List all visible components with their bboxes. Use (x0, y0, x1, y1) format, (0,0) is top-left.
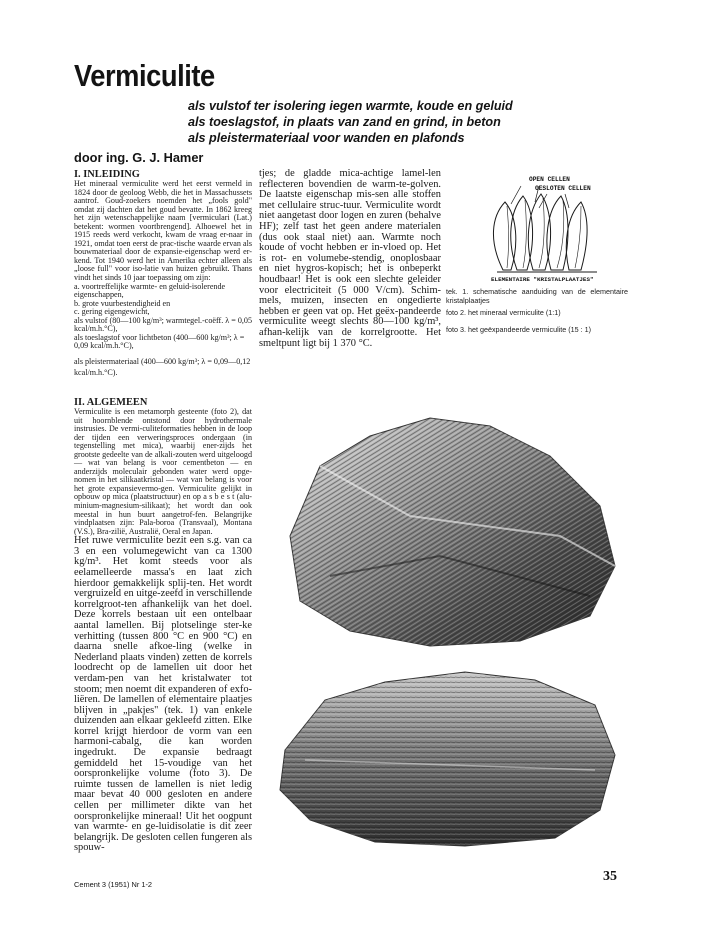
article-author: door ing. G. J. Hamer (74, 150, 204, 165)
schematic-figure (477, 172, 623, 284)
middle-column (259, 169, 441, 349)
journal-footer: Cement 3 (1951) Nr 1-2 (74, 880, 153, 889)
intro-paragraph: Het mineraal vermiculite werd het eerst vermeld in 1824 door de geoloog Webb, die het in Massachussets aantrof. Goud-zoekers noemden het „fools gold" omdat zij dachten dat het goud bevatte. In 1862 kreeg het zijn wetenschappelijke naam [vermiculari (Lat.) betekent: wormen voortbrengend]. Alhoewel het in 1915 reeds werd verkocht, kwam de vraag er-naar in 1921, omdat toen eerst de prac-tische waarde ervan als bouwmateriaal door de expansie-eigenschap werd er-kend. Tot 1940 werd het in Amerika echter alleen als „loose full" voor iso-latie van huizen gebruikt. Thans vindt het sinds 10 jaar toepassing om zijn: (74, 179, 252, 283)
closed-cells-label: GESLOTEN CELLEN (535, 185, 591, 192)
plate-shape (493, 202, 515, 270)
general-paragraph-small: Vermiculite is een metamorph gesteente (foto 2), dat uit hoornblende ontstond door hydrothermale instrusies. De vermi-culiteformaties hebben in de loop der tijden een verweringsproces ondergaan (in tegenstelling met mica), waarbij ener-zijds het grootste gedeelte van de alkali-zouten werd uitgeloogd — wat van belang is voor cementbeton — en anderzijds moleculair gebonden water werd opge-nomen in het silikaatkristal — wat van belang is voor het grote expansievermo-gen. Vermiculite gelijkt in opbouw op mica (plaatstructuur) en op a s b e s t (alu-minium-magnesium-silikaat); het wordt dan ook meestal in hun buurt aangetrof-fen. Belangrijke vindplaatsen zijn: Pala-boroa (Transvaal), Montana (V.S.), Bra-zilië, Australië, Oeral en Japan. (74, 407, 252, 536)
page-number: 35 (603, 869, 617, 884)
intro-list-item: a. voortreffelijke warmte- en geluid-isolerende eigenschappen, (74, 281, 226, 300)
intro-plaster: als pleistermateriaal (400—600 kg/m³; λ = 0,09—0,12 kcal/m.h.°C). (74, 356, 251, 377)
caption-foto3: foto 3. het geëxpandeerde vermiculite (15 : 1) (446, 325, 592, 334)
general-paragraph: Het ruwe vermiculite bezit een s.g. van ca 3 en een volumegewicht van ca 1300 kg/m³. Het komt steeds voor als eelamelleerde massa's en laat zich hierdoor gemakkelijk splij-ten. Het wordt vergruizeld en uitge-zeefd in verschillende korrelgroot-ten afhankelijk van het doel. Deze korrels bestaan uit een ontelbaar aantal lamellen. Bij plotselinge ster-ke verhitting (tussen 800 °C en 900 °C) en daarna snelle afkoe-ling (welke in Nederland plaats vinden) zetten de korrels loodrecht op de lamellen uit door het verdam-pen van het kristalwater tot stoom; men noemt dit expanderen of exfo-liëren. De lamellen of elementaire plaatjes blijven in „pakjes" (tek. 1) van enkele duizenden aan elkaar gekleefd zitten. Elke korrel krijgt hierdoor de vorm van een harmoni-cabalg, die kan worden ingedrukt. De expansie bedraagt gemiddeld het 15-voudige van het oorspronkelijke volume (foto 3). De ruimte tussen de lamellen is niet ledig maar bevat 40 000 gesloten en andere cellen per millimeter dikte van het oorspronkelijke mineraal! Uit het oogpunt van warmte- en ge-luidisolatie is dit zeer belangrijk. De gesloten cellen fungeren als spouw- (74, 535, 252, 854)
subtitle-line-1: als vulstof ter isolering iegen warmte, koude en geluid (188, 99, 513, 113)
left-column-general (74, 397, 252, 854)
intro-list (74, 283, 252, 351)
caption-tek1: tek. 1. schematische aanduiding van de elementaire kristalplaatjes (446, 287, 628, 305)
expanded-mineral-image (265, 660, 625, 850)
intro-list-item: als vulstof (80—100 kg/m³; warmtegel.-coëff. λ = 0,05 kcal/m.h.°C), (74, 315, 253, 334)
elementary-plates-label: ELEMENTAIRE "KRISTALPLAATJES" (491, 276, 594, 283)
crystal-plates-diagram (477, 172, 623, 284)
article-title: Vermiculite (74, 58, 215, 93)
photo-expanded-vermiculite (265, 660, 625, 850)
section-heading-intro: I. INLEIDING (74, 169, 140, 180)
caption-foto2: foto 2. het mineraal vermiculite (1:1) (446, 308, 561, 317)
intro-list-item: c. gering eigengewicht, (74, 307, 150, 317)
intro-list-item: als toeslagstof voor lichtbeton (400—600 kg/m³; λ = 0,09 kcal/m.h.°C), (74, 332, 245, 351)
photo-raw-vermiculite (260, 396, 630, 652)
subtitle-line-3: als pleistermateriaal voor wanden en plafonds (188, 131, 465, 145)
intro-list-item: b. grote vuurbestendigheid en (74, 298, 171, 308)
plate-shape (511, 196, 533, 270)
raw-mineral-image (260, 396, 630, 652)
subtitle-line-2: als toeslagstof, in plaats van zand en grind, in beton (188, 115, 501, 129)
middle-paragraph: tjes; de gladde mica-achtige lamel-len reflecteren bovendien de warm-te-golven. De laatste eigenschap mis-sen alle stoffen met cellulaire struc-tuur. Vermiculite wordt niet aangetast door logen en zuren (behalve HF); zelf tast het geen andere materialen (dus ook staal niet) aan. Warmte noch koude of vocht hebben er in-vloed op. Het is rot- en volumebe-stendig, onoplosbaar en niet hygros-kopisch; het is onbeperkt houdbaar! Het is ook een slechte geleider voor electriciteit (5 000 V/cm). Schim-mels, muizen, insecten en ongedierte hebben er geen vat op. Het geëx-pandeerde vermiculite weegt slechts 80—100 kg/m³, afhan-kelijk van de korrelgrootte. Het smeltpunt ligt bij 1 370 °C. (259, 168, 441, 349)
section-heading-general: II. ALGEMEEN (74, 397, 148, 408)
open-cells-label: OPEN CELLEN (529, 176, 570, 183)
left-column (74, 169, 252, 378)
